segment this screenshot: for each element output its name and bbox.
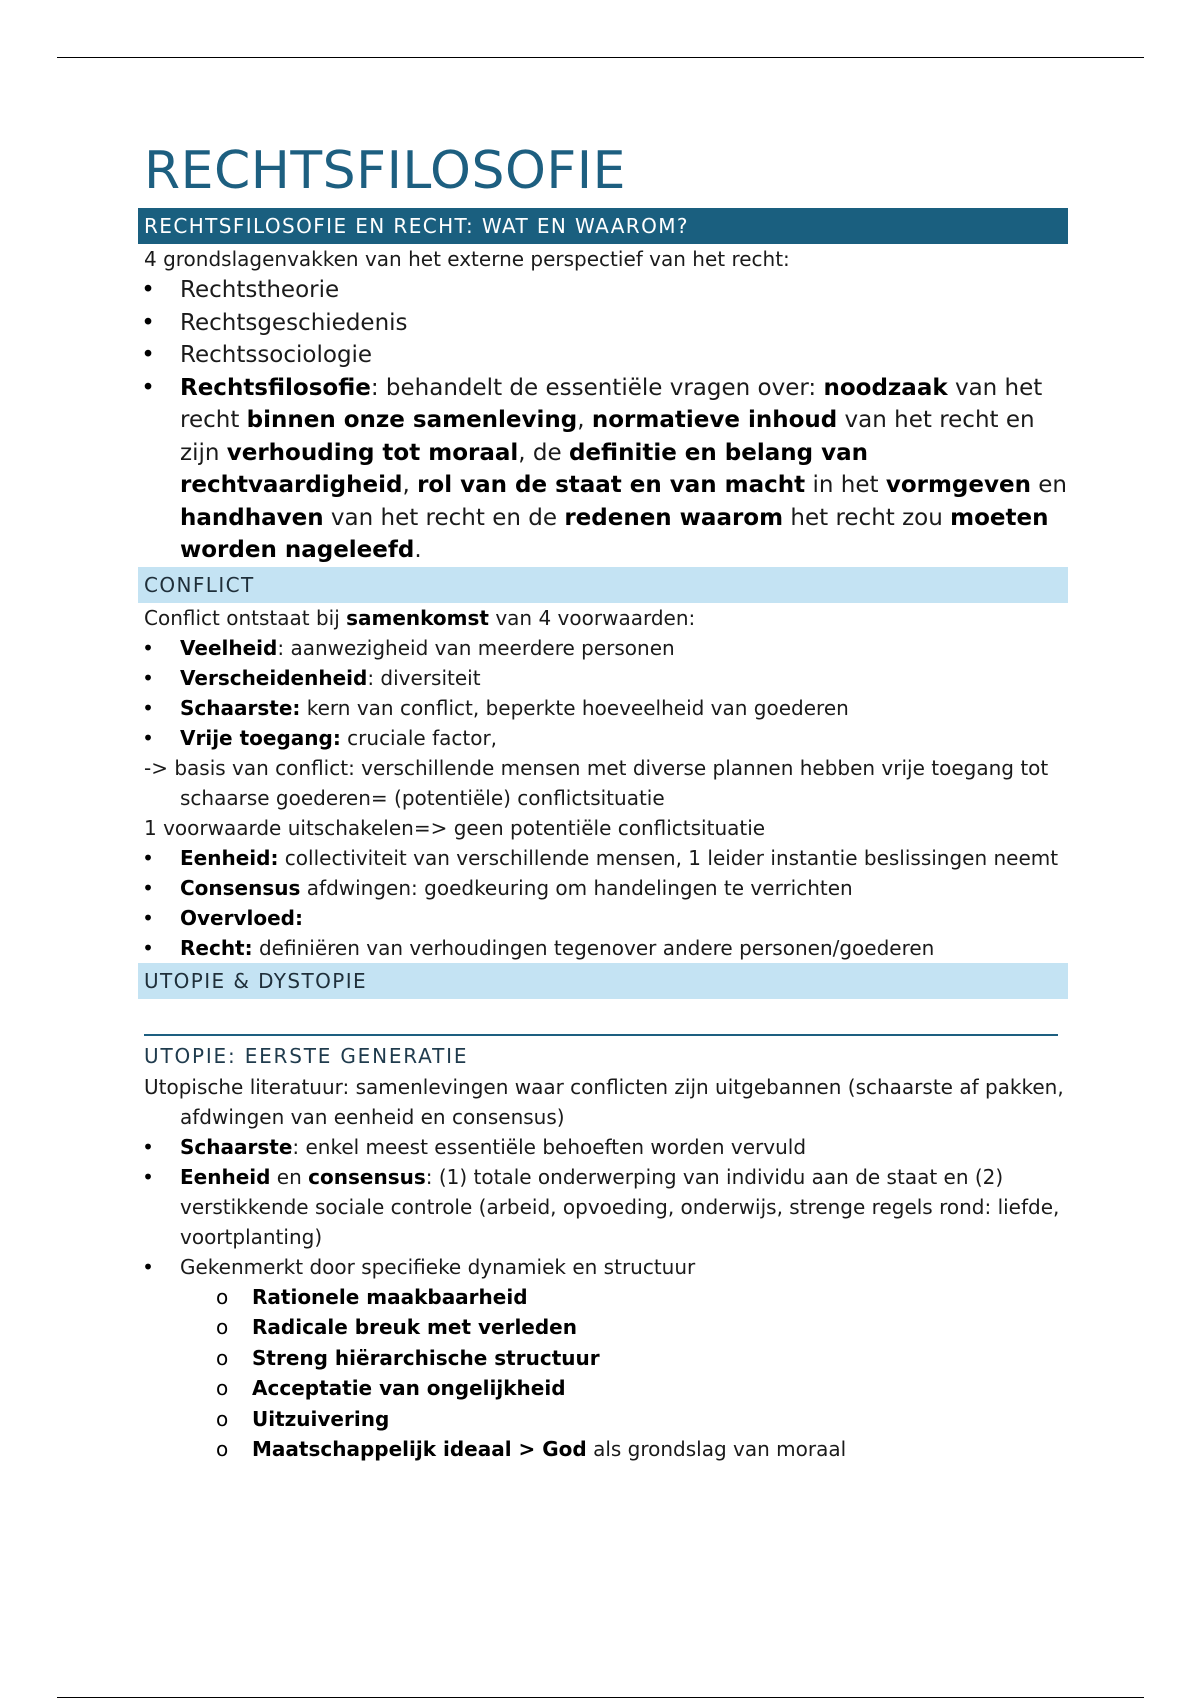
list-item: • Overvloed:	[138, 903, 1068, 933]
sub-list-item: o Streng hiërarchische structuur	[138, 1343, 1068, 1374]
utopie-list	[138, 1132, 1068, 1282]
conflict-remove: 1 voorwaarde uitschakelen=> geen potentiële conflictsituatie	[144, 815, 766, 840]
solutions-list	[138, 843, 1068, 963]
document-body	[138, 140, 1068, 1465]
list-item: • Rechtsgeschiedenis	[138, 307, 1068, 340]
section-heading-utopie: UTOPIE & DYSTOPIE	[138, 963, 1068, 999]
section1-intro: 4 grondslagenvakken van het externe perspectief van het recht:	[144, 247, 790, 271]
sub-list-item: o Rationele maakbaarheid	[138, 1282, 1068, 1313]
utopie-intro: Utopische literatuur: samenlevingen waar conflicten zijn uitgebannen (schaarste af pakken, afdwingen van eenheid en consensus)	[144, 1074, 1064, 1129]
list-item: • Consensus afdwingen: goedkeuring om handelingen te verrichten	[138, 873, 1068, 903]
list-item: • Veelheid: aanwezigheid van meerdere personen	[138, 633, 1068, 663]
list-item: • Vrije toegang: cruciale factor,	[138, 723, 1068, 753]
list-item: • Schaarste: kern van conflict, beperkte hoeveelheid van goederen	[138, 693, 1068, 723]
list-item: • Rechtstheorie	[138, 274, 1068, 307]
sub-list-item: o Uitzuivering	[138, 1404, 1068, 1435]
sub-list-item: o Maatschappelijk ideaal > God als grondslag van moraal	[138, 1434, 1068, 1465]
utopie-sub-list	[138, 1282, 1068, 1465]
top-rule	[57, 57, 1144, 58]
conditions-list	[138, 633, 1068, 753]
sub-list-item: o Acceptatie van ongelijkheid	[138, 1373, 1068, 1404]
conflict-basis: -> basis van conflict: verschillende mensen met diverse plannen hebben vrije toegang tot schaarse goederen= (potentiële) conflictsituatie	[144, 755, 1049, 810]
list-item: • Recht: definiëren van verhoudingen tegenover andere personen/goederen	[138, 933, 1068, 963]
section-heading-recht: RECHTSFILOSOFIE EN RECHT: WAT EN WAAROM?	[138, 208, 1068, 244]
conflict-intro: Conflict ontstaat bij samenkomst van 4 voorwaarden:	[144, 605, 696, 630]
grondslagen-list	[138, 274, 1068, 567]
list-item: • Schaarste: enkel meest essentiële behoeften worden vervuld	[138, 1132, 1068, 1162]
subheading-eerste-generatie: UTOPIE: EERSTE GENERATIE	[144, 1034, 1058, 1072]
list-item-rechtsfilosofie: • Rechtsfilosofie: behandelt de essentiële vragen over: noodzaak van het recht binnen onze samenleving, normatieve inhoud van het recht en zijn verhouding tot moraal, de definitie en belang van rechtvaardigheid, rol van de staat en van macht in het vormgeven en handhaven van het recht en de redenen waarom het recht zou moeten worden nageleefd.	[138, 372, 1068, 567]
list-item: • Eenheid: collectiviteit van verschillende mensen, 1 leider instantie beslissingen neemt	[138, 843, 1068, 873]
page-title: RECHTSFILOSOFIE	[144, 141, 626, 201]
sub-list-item: o Radicale breuk met verleden	[138, 1312, 1068, 1343]
list-item: • Gekenmerkt door specifieke dynamiek en structuur	[138, 1252, 1068, 1282]
list-item: • Verscheidenheid: diversiteit	[138, 663, 1068, 693]
list-item: • Rechtssociologie	[138, 339, 1068, 372]
list-item: • Eenheid en consensus: (1) totale onderwerping van individu aan de staat en (2) verstikkende sociale controle (arbeid, opvoeding, onderwijs, strenge regels rond: liefde, voortplanting)	[138, 1162, 1068, 1252]
bottom-rule	[57, 1697, 1144, 1698]
section-heading-conflict: CONFLICT	[138, 567, 1068, 603]
